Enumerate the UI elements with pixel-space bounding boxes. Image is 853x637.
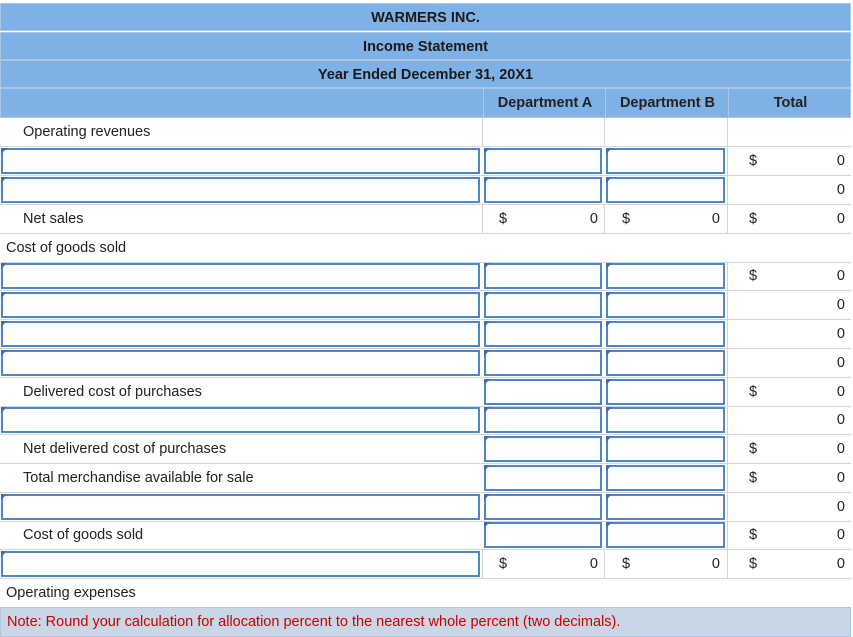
net-delivered-cost-dollar: $ [749,441,758,457]
gross-profit-dept-b: 0 [711,556,720,572]
company-name: WARMERS INC. [0,3,851,31]
cost-of-goods-sold-dept-b-input[interactable] [606,522,725,548]
revenue-1-dept-b-input[interactable] [606,148,725,174]
cogs-1-dollar: $ [749,268,758,284]
inventory-adjustment-total: 0 [836,499,845,515]
total-merchandise-dept-a-input[interactable] [484,465,602,491]
gross-profit-total: 0 [836,556,845,572]
cogs-3-label-input[interactable] [1,321,480,347]
revenue-1-dollar: $ [749,153,758,169]
row-operating-revenues [0,118,851,147]
label-cost-of-goods-sold: Cost of goods sold [23,527,144,543]
revenue-2-dept-a-input[interactable] [484,177,602,203]
inventory-adjustment-dept-b-input[interactable] [606,494,725,520]
row-net-sales [0,205,851,234]
gross-profit-dept-a: 0 [589,556,598,572]
cogs-3-dept-a-input[interactable] [484,321,602,347]
row-cogs-1 [0,262,851,291]
label-delivered-cost: Delivered cost of purchases [23,384,202,400]
revenue-1-dept-a-input[interactable] [484,148,602,174]
net-delivered-cost-dept-a-input[interactable] [484,436,602,462]
statement-title: Income Statement [0,32,851,60]
statement-period: Year Ended December 31, 20X1 [0,60,851,88]
purchase-adjustment-total: 0 [836,412,845,428]
cost-of-goods-sold-dollar: $ [749,527,758,543]
cogs-1-dept-a-input[interactable] [484,263,602,289]
label-operating-revenues: Operating revenues [23,124,151,140]
gross-profit-total-dollar: $ [749,556,758,572]
total-merchandise-dept-b-input[interactable] [606,465,725,491]
row-total-merchandise [0,464,851,493]
row-revenue-2 [0,176,851,205]
row-operating-expenses [0,579,851,608]
row-cogs-3 [0,320,851,349]
gross-profit-label-input[interactable] [1,551,480,577]
rounding-note: Note: Round your calculation for allocation percent to the nearest whole percent (two decimals). [0,607,851,637]
revenue-2-dept-b-input[interactable] [606,177,725,203]
cogs-2-dept-b-input[interactable] [606,292,725,318]
cogs-1-total: 0 [836,268,845,284]
total-merchandise-dollar: $ [749,470,758,486]
row-revenue-1 [0,147,851,176]
row-cogs-4 [0,349,851,378]
delivered-cost-dept-a-input[interactable] [484,379,602,405]
net-delivered-cost-dept-b-input[interactable] [606,436,725,462]
total-merchandise-total: 0 [836,470,845,486]
net-sales-dept-a: 0 [589,211,598,227]
delivered-cost-dept-b-input[interactable] [606,379,725,405]
row-cogs-header [0,234,851,263]
cost-of-goods-sold-total: 0 [836,527,845,543]
cogs-4-label-input[interactable] [1,350,480,376]
cogs-2-dept-a-input[interactable] [484,292,602,318]
column-header-row [0,88,851,118]
cogs-4-total: 0 [836,355,845,371]
cogs-4-dept-b-input[interactable] [606,350,725,376]
revenue-1-total: 0 [836,153,845,169]
gross-profit-dept-a-dollar: $ [499,556,508,572]
label-operating-expenses: Operating expenses [6,585,136,601]
row-gross-profit [0,550,851,579]
row-cost-of-goods-sold [0,521,851,550]
net-sales-total-dollar: $ [749,211,758,227]
cogs-2-total: 0 [836,297,845,313]
row-net-delivered-cost [0,435,851,464]
column-header-total: Total [728,89,852,117]
net-sales-dept-b: 0 [711,211,720,227]
row-delivered-cost [0,378,851,407]
cogs-3-dept-b-input[interactable] [606,321,725,347]
cogs-2-label-input[interactable] [1,292,480,318]
label-net-delivered-cost: Net delivered cost of purchases [23,441,227,457]
inventory-adjustment-label-input[interactable] [1,494,480,520]
delivered-cost-total: 0 [836,384,845,400]
purchase-adjustment-label-input[interactable] [1,407,480,433]
purchase-adjustment-dept-a-input[interactable] [484,407,602,433]
net-sales-dept-a-dollar: $ [499,211,508,227]
gross-profit-dept-b-dollar: $ [622,556,631,572]
delivered-cost-dollar: $ [749,384,758,400]
net-sales-total: 0 [836,211,845,227]
revenue-1-label-input[interactable] [1,148,480,174]
label-total-merchandise: Total merchandise available for sale [23,470,254,486]
row-inventory-adjustment [0,493,851,522]
inventory-adjustment-dept-a-input[interactable] [484,494,602,520]
cost-of-goods-sold-dept-a-input[interactable] [484,522,602,548]
column-header-dept-b: Department B [605,89,729,117]
column-header-dept-a: Department A [483,89,606,117]
cogs-3-total: 0 [836,326,845,342]
label-net-sales: Net sales [23,211,84,227]
cogs-1-label-input[interactable] [1,263,480,289]
revenue-2-total: 0 [836,182,845,198]
net-sales-dept-b-dollar: $ [622,211,631,227]
cogs-4-dept-a-input[interactable] [484,350,602,376]
row-purchase-adjustment [0,406,851,435]
cogs-1-dept-b-input[interactable] [606,263,725,289]
purchase-adjustment-dept-b-input[interactable] [606,407,725,433]
row-cogs-2 [0,291,851,320]
net-delivered-cost-total: 0 [836,441,845,457]
revenue-2-label-input[interactable] [1,177,480,203]
label-cogs-header: Cost of goods sold [6,240,127,256]
